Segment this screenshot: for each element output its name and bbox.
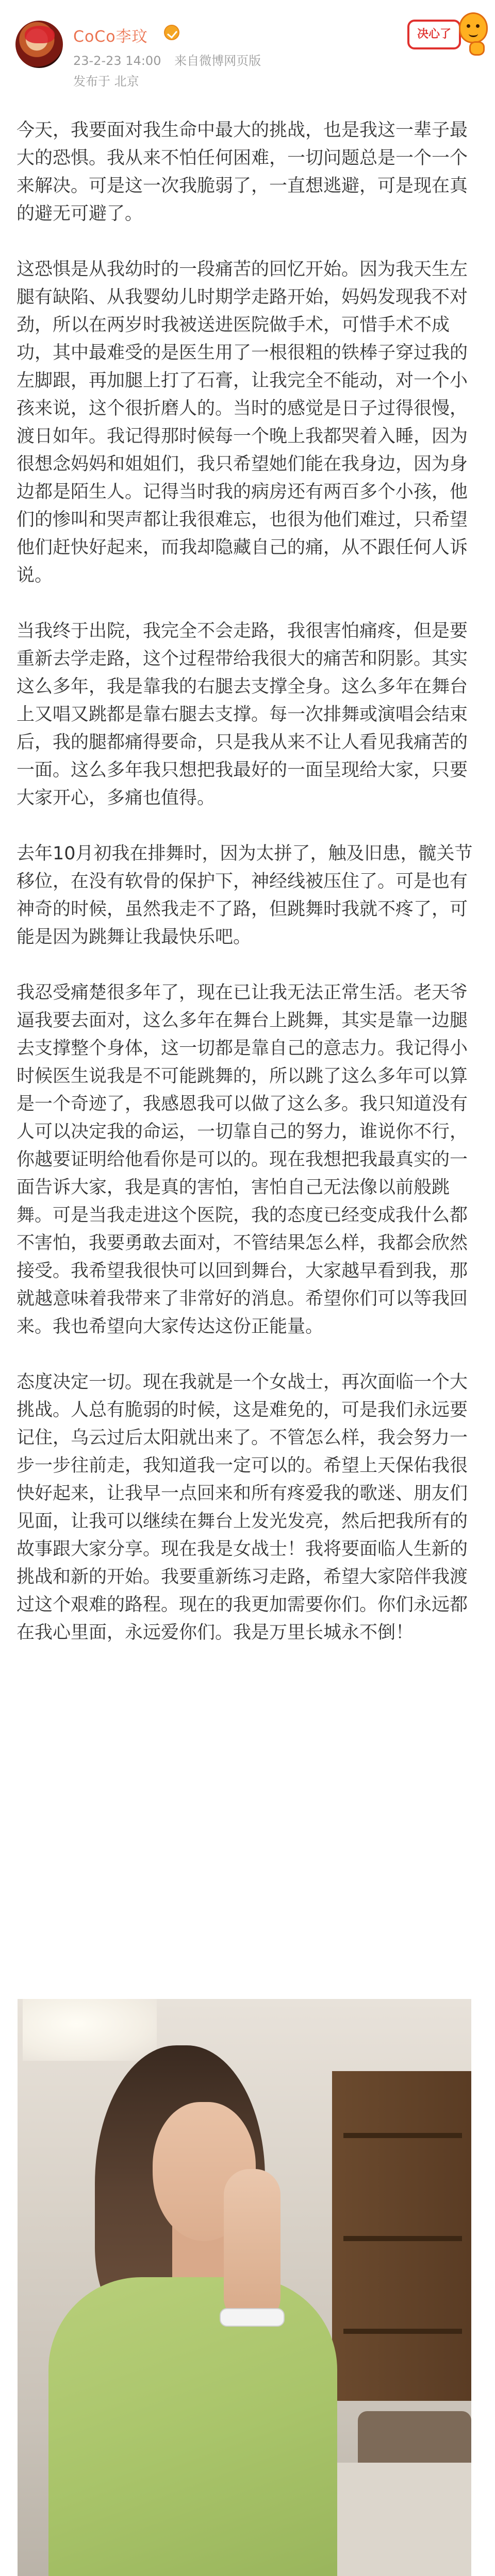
- post-paragraph: 今天，我要面对我生命中最大的挑战，也是我这一辈子最大的恐惧。我从来不怕任何困难，一切问题总是一个一个来解决。可是这一次我脆弱了，一直想逃避，可是现在真的避无可避了。: [16, 120, 468, 224]
- post-location: 发布于 北京: [73, 74, 139, 89]
- verified-badge-icon: [164, 25, 179, 40]
- shelf: [343, 2133, 462, 2138]
- ceiling-light: [23, 1999, 157, 2061]
- praying-hands: [224, 2169, 280, 2324]
- username[interactable]: CoCo李玟: [73, 28, 148, 46]
- hospital-wristband: [220, 2308, 285, 2327]
- hospital-bed: [337, 2463, 471, 2576]
- post-header: [0, 0, 495, 108]
- post-paragraph: 这恐惧是从我幼时的一段痛苦的回忆开始。因为我天生左腿有缺陷、从我婴幼儿时期学走路开始，妈妈发现我不对劲，所以在两岁时我被送进医院做手术，可惜手术不成功，其中最难受的是医生用了一根很粗的铁棒子穿过我的左脚跟，再加腿上打了石膏，让我完全不能动，对一个小孩来说，这个很折磨人的。当时的感觉是日子过得很慢，渡日如年。我记得那时候每一个晚上我都哭着入睡，因为很想念妈妈和姐姐们，我只希望她们能在我身边，因为身边都是陌生人。记得当时我的病房还有两百多个小孩，他们的惨叫和哭声都让我很难忘，也很为他们难过，只希望他们赶快好起来，而我却隐藏自己的痛，从不跟任何人诉说。: [16, 259, 468, 586]
- post-photo[interactable]: [18, 1999, 471, 2576]
- emoji-sticker-icon: [407, 9, 489, 59]
- post-paragraph: 当我终于出院，我完全不会走路，我很害怕痛疼，但是要重新去学走路，这个过程带给我很大的痛苦和阴影。其实这么多年，我是靠我的右腿去支撑全身。这么多年在舞台上又唱又跳都是靠右腿去支撑。每一次排舞或演唱会结束后，我的腿都痛得要命，只是我从来不让人看见我痛苦的一面。这么多年我只想把我最好的一面呈现给大家，只要大家开心，多痛也值得。: [16, 621, 468, 808]
- sticker-text: 决心了: [407, 20, 461, 49]
- post-paragraph: 去年10月初我在排舞时，因为太拼了，触及旧患，髋关节移位，在没有软骨的保护下，神经线被压住了。可是也有神奇的时候，虽然我走不了路，但跳舞时我就不疼了，可能是因为跳舞让我最快乐吧。: [16, 843, 473, 947]
- post-timestamp[interactable]: 23-2-23 14:00: [73, 54, 161, 68]
- post-text: [16, 116, 481, 1674]
- shelf: [343, 2236, 462, 2241]
- post-source: 来自微博网页版: [174, 54, 261, 68]
- post-paragraph: 态度决定一切。现在我就是一个女战士，再次面临一个大挑战。人总有脆弱的时候，这是难免的，可是我们永远要记住，乌云过后太阳就出来了。不管怎么样，我会努力一步一步往前走，我知道我一定可以的。希望上天保佑我很快好起来，让我早一点回来和所有疼爱我的歌迷、朋友们见面，让我可以继续在舞台上发光发亮，然后把我所有的故事跟大家分享。现在我是女战士！我将要面临人生新的挑战和新的开始。我要重新练习走路，希望大家陪伴我渡过这个艰难的路程。现在的我更加需要你们。你们永远都在我心里面，永远爱你们。我是万里长城永不倒！: [16, 1372, 468, 1643]
- green-hospital-gown: [48, 2277, 337, 2576]
- sticker-hand-icon: [469, 41, 485, 56]
- avatar[interactable]: [15, 21, 63, 68]
- shelf: [343, 2329, 462, 2334]
- post-paragraph: 我忍受痛楚很多年了，现在已让我无法正常生活。老天爷逼我要去面对，这么多年在舞台上跳舞，其实是靠一边腿去支撑整个身体，这一切都是靠自己的意志力。我记得小时候医生说我是不可能跳舞的，所以跳了这么多年可以算是一个奇迹了，我感恩我可以做了这么多。我只知道没有人可以决定我的命运，一切靠自己的努力，谁说你不行，你越要证明给他看你是可以的。现在我想把我最真实的一面告诉大家，我是真的害怕，害怕自己无法像以前般跳舞。可是当我走进这个医院，我的态度已经变成我什么都不害怕，我要勇敢去面对，不管结果怎么样，我都会欣然接受。我希望我很快可以回到舞台，大家越早看到我，那就越意味着我带来了非常好的消息。希望你们可以等我回来。我也希望向大家传达这份正能量。: [16, 982, 468, 1337]
- post-meta: [73, 50, 270, 69]
- sticker-face-icon: [459, 12, 488, 43]
